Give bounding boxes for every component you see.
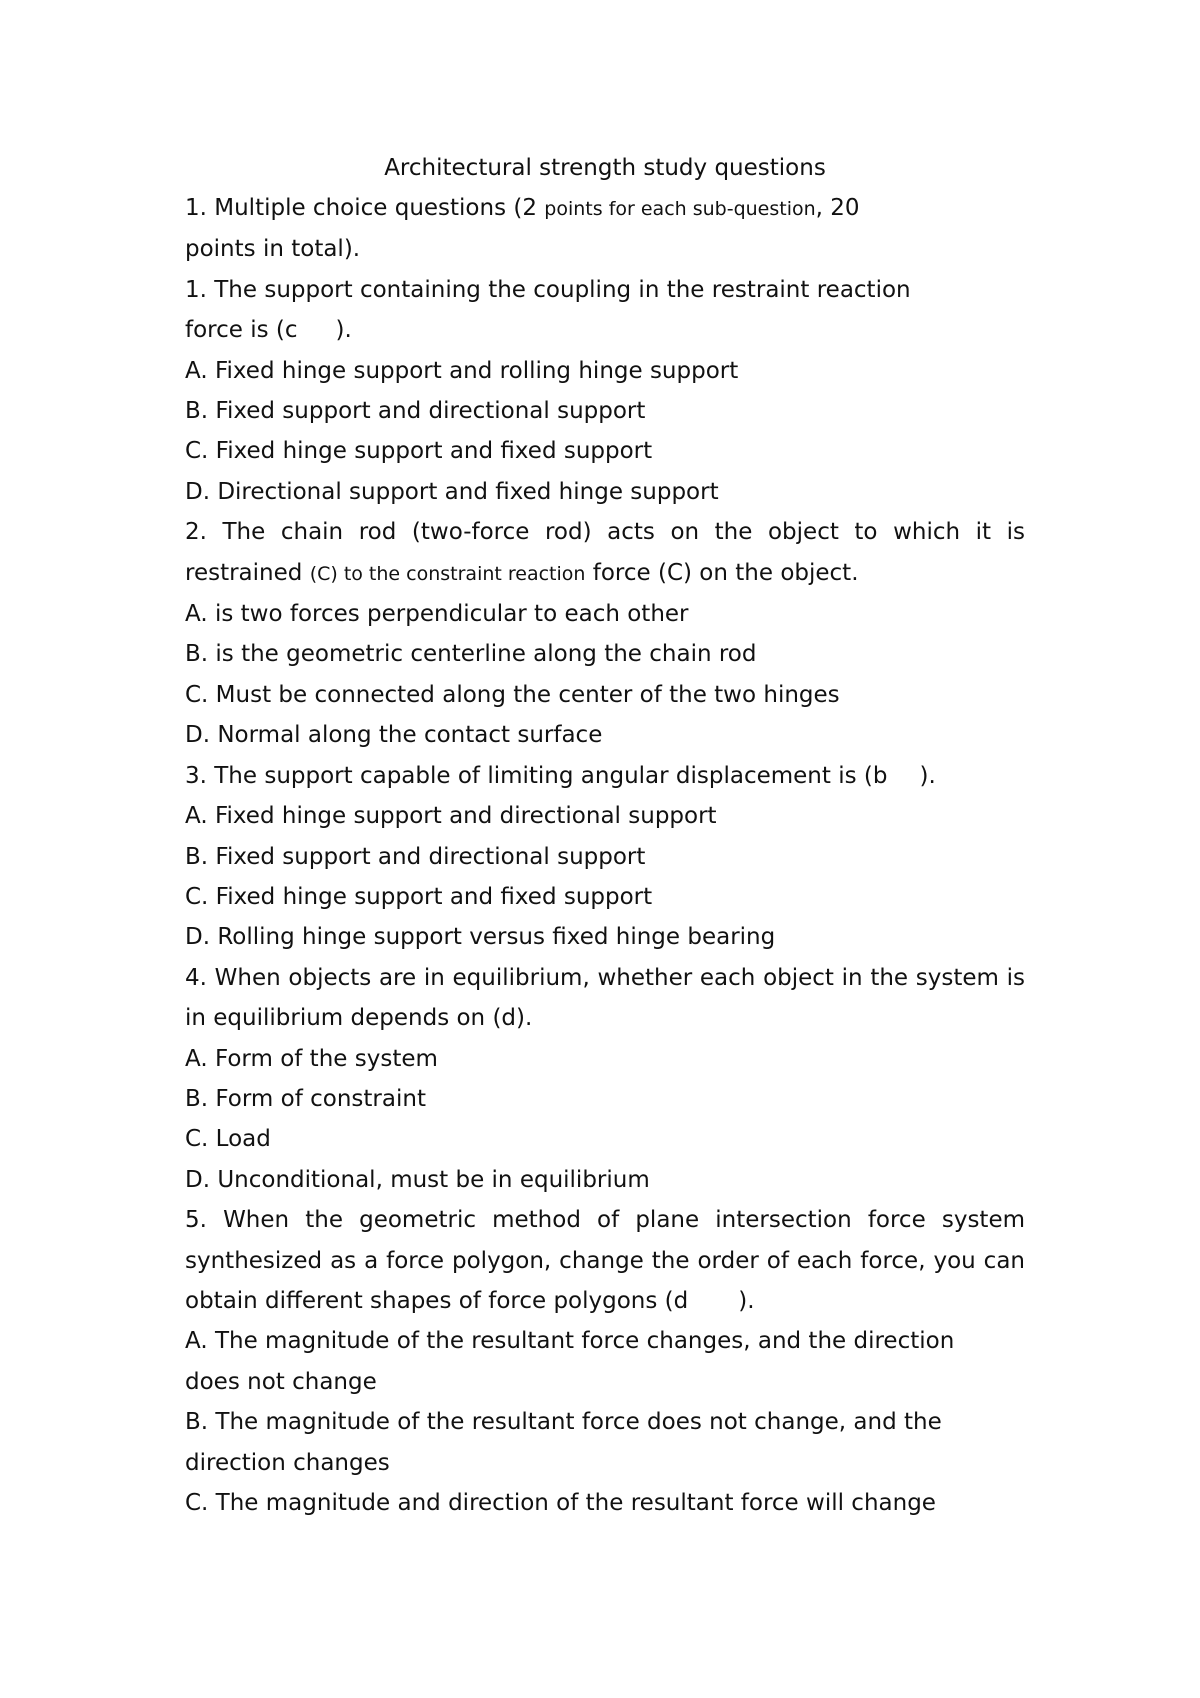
question-5-option-a: A. The magnitude of the resultant force changes, and the direction does not change [185, 1328, 955, 1395]
document-page [185, 148, 1025, 1523]
question-3-text: 3. The support capable of limiting angular displacement is (b [185, 762, 888, 789]
question-1 [185, 270, 955, 351]
section-heading [185, 188, 930, 270]
section-heading-total: , 20 points in total). [185, 195, 860, 263]
question-2-option-a: A. is two forces perpendicular to each other [185, 601, 689, 628]
question-2-text: 2. The chain rod (two-force rod) acts on the object to which it is restrained [185, 519, 1025, 586]
question-4-option-a: A. Form of the system [185, 1045, 438, 1072]
question-5-text: 5. When the geometric method of plane intersection force system synthesized as a force polygon, change the order of each force, you can obtain different shapes of force polygons (d [185, 1207, 1025, 1314]
question-1-option-b: B. Fixed support and directional support [185, 398, 646, 425]
section-heading-note: points for each sub-question [544, 198, 816, 220]
question-5 [185, 1200, 1025, 1321]
section-heading-text: 1. Multiple choice questions (2 [185, 195, 545, 221]
question-3-option-c: C. Fixed hinge support and fixed support [185, 883, 653, 910]
question-5-option-b: B. The magnitude of the resultant force does not change, and the direction changes [185, 1409, 942, 1476]
question-4-option-b: B. Form of constraint [185, 1085, 426, 1112]
document-title: Architectural strength study questions [384, 155, 826, 181]
question-3 [185, 756, 1025, 796]
question-5-close: ). [738, 1287, 755, 1314]
question-4: 4. When objects are in equilibrium, whether each object in the system is in equilibrium depends on (d). [185, 964, 1025, 1032]
question-1-option-c: C. Fixed hinge support and fixed support [185, 438, 653, 465]
question-3-option-d: D. Rolling hinge support versus fixed hinge bearing [185, 924, 776, 951]
question-5-option-c: C. The magnitude and direction of the resultant force will change [185, 1490, 936, 1516]
question-3-close: ). [919, 762, 936, 789]
question-1-option-d: D. Directional support and fixed hinge support [185, 478, 719, 505]
question-3-option-a: A. Fixed hinge support and directional support [185, 803, 717, 830]
question-1-close: ). [335, 317, 352, 344]
question-4-option-c: C. Load [185, 1126, 271, 1153]
question-2 [185, 512, 1025, 594]
question-2-close: force (C) on the object. [585, 559, 859, 586]
question-1-option-a: A. Fixed hinge support and rolling hinge support [185, 357, 739, 384]
question-3-option-b: B. Fixed support and directional support [185, 843, 646, 870]
question-2-option-d: D. Normal along the contact surface [185, 722, 603, 749]
question-2-option-c: C. Must be connected along the center of the two hinges [185, 681, 840, 708]
question-4-option-d: D. Unconditional, must be in equilibrium [185, 1166, 650, 1193]
question-2-note: (C) to the constraint reaction [309, 562, 586, 585]
question-2-option-b: B. is the geometric centerline along the chain rod [185, 641, 757, 668]
question-1-text: 1. The support containing the coupling in the restraint reaction force is (c [185, 276, 911, 344]
